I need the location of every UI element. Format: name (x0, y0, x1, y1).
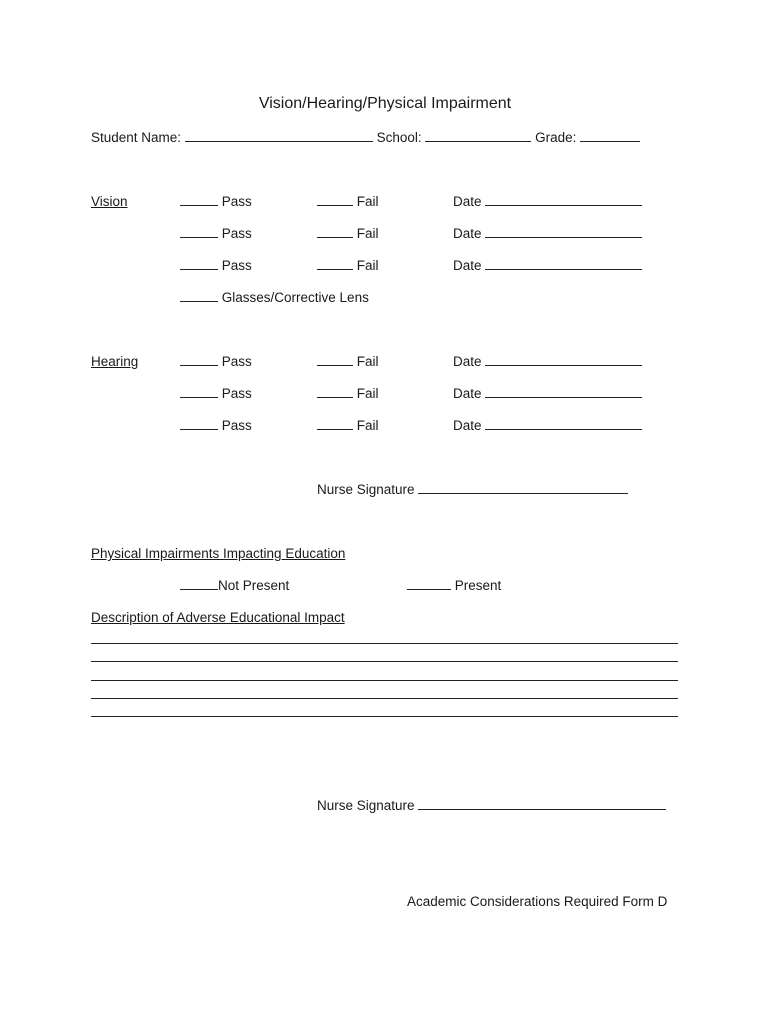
vision-date-field-3[interactable] (485, 258, 642, 270)
vision-date-field-1[interactable] (485, 194, 642, 206)
hearing-fail-field-3[interactable] (317, 418, 353, 430)
vision-pass-label-3: Pass (221, 258, 252, 273)
student-info-line (91, 130, 640, 145)
hearing-fail-label-2: Fail (356, 386, 379, 401)
description-line-5[interactable] (91, 716, 678, 717)
grade-field[interactable] (580, 130, 640, 142)
hearing-fail-label-3: Fail (356, 418, 379, 433)
vision-fail-field-2[interactable] (317, 226, 353, 238)
glasses-label: Glasses/Corrective Lens (221, 290, 369, 305)
student-name-label: Student Name: (91, 130, 182, 145)
grade-label: Grade: (535, 130, 577, 145)
glasses-field[interactable] (180, 290, 218, 302)
vision-pass-field-3[interactable] (180, 258, 218, 270)
hearing-pass-field-2[interactable] (180, 386, 218, 398)
school-field[interactable] (425, 130, 531, 142)
vision-date-field-2[interactable] (485, 226, 642, 238)
vision-pass-label-1: Pass (221, 194, 252, 209)
vision-pass-field-2[interactable] (180, 226, 218, 238)
school-label: School: (376, 130, 422, 145)
glasses-row (180, 290, 369, 305)
present-field[interactable] (407, 578, 451, 590)
vision-label: Vision (91, 194, 128, 209)
form-footer: Academic Considerations Required Form D (407, 894, 668, 909)
hearing-date-field-1[interactable] (485, 354, 642, 366)
present-row (407, 578, 501, 593)
hearing-pass-label-1: Pass (221, 354, 252, 369)
hearing-fail-field-1[interactable] (317, 354, 353, 366)
hearing-date-label-2: Date (453, 386, 482, 401)
hearing-pass-label-3: Pass (221, 418, 252, 433)
vision-pass-label-2: Pass (221, 226, 252, 241)
not-present-field[interactable] (180, 578, 218, 590)
description-heading: Description of Adverse Educational Impact (91, 610, 345, 625)
description-line-3[interactable] (91, 680, 678, 681)
vision-fail-field-3[interactable] (317, 258, 353, 270)
description-line-1[interactable] (91, 643, 678, 644)
hearing-pass-field-3[interactable] (180, 418, 218, 430)
hearing-date-field-2[interactable] (485, 386, 642, 398)
hearing-fail-field-2[interactable] (317, 386, 353, 398)
hearing-pass-label-2: Pass (221, 386, 252, 401)
vision-date-label-1: Date (453, 194, 482, 209)
student-name-field[interactable] (185, 130, 373, 142)
vision-date-label-3: Date (453, 258, 482, 273)
description-line-4[interactable] (91, 698, 678, 699)
physical-impairments-heading: Physical Impairments Impacting Education (91, 546, 346, 561)
nurse-signature-1-row (317, 482, 628, 497)
hearing-date-label-3: Date (453, 418, 482, 433)
vision-date-label-2: Date (453, 226, 482, 241)
hearing-date-label-1: Date (453, 354, 482, 369)
nurse-signature-2-row (317, 798, 666, 813)
vision-fail-label-1: Fail (356, 194, 379, 209)
vision-fail-label-2: Fail (356, 226, 379, 241)
vision-fail-label-3: Fail (356, 258, 379, 273)
hearing-pass-field-1[interactable] (180, 354, 218, 366)
nurse-signature-2-field[interactable] (418, 798, 666, 810)
not-present-row (180, 578, 289, 593)
description-line-2[interactable] (91, 661, 678, 662)
hearing-label: Hearing (91, 354, 139, 369)
nurse-signature-2-label: Nurse Signature (317, 798, 415, 813)
hearing-date-field-3[interactable] (485, 418, 642, 430)
form-title: Vision/Hearing/Physical Impairment (258, 95, 512, 112)
vision-pass-field-1[interactable] (180, 194, 218, 206)
nurse-signature-1-field[interactable] (418, 482, 628, 494)
nurse-signature-1-label: Nurse Signature (317, 482, 415, 497)
not-present-label: Not Present (218, 578, 290, 593)
present-label: Present (454, 578, 502, 593)
vision-fail-field-1[interactable] (317, 194, 353, 206)
hearing-fail-label-1: Fail (356, 354, 379, 369)
